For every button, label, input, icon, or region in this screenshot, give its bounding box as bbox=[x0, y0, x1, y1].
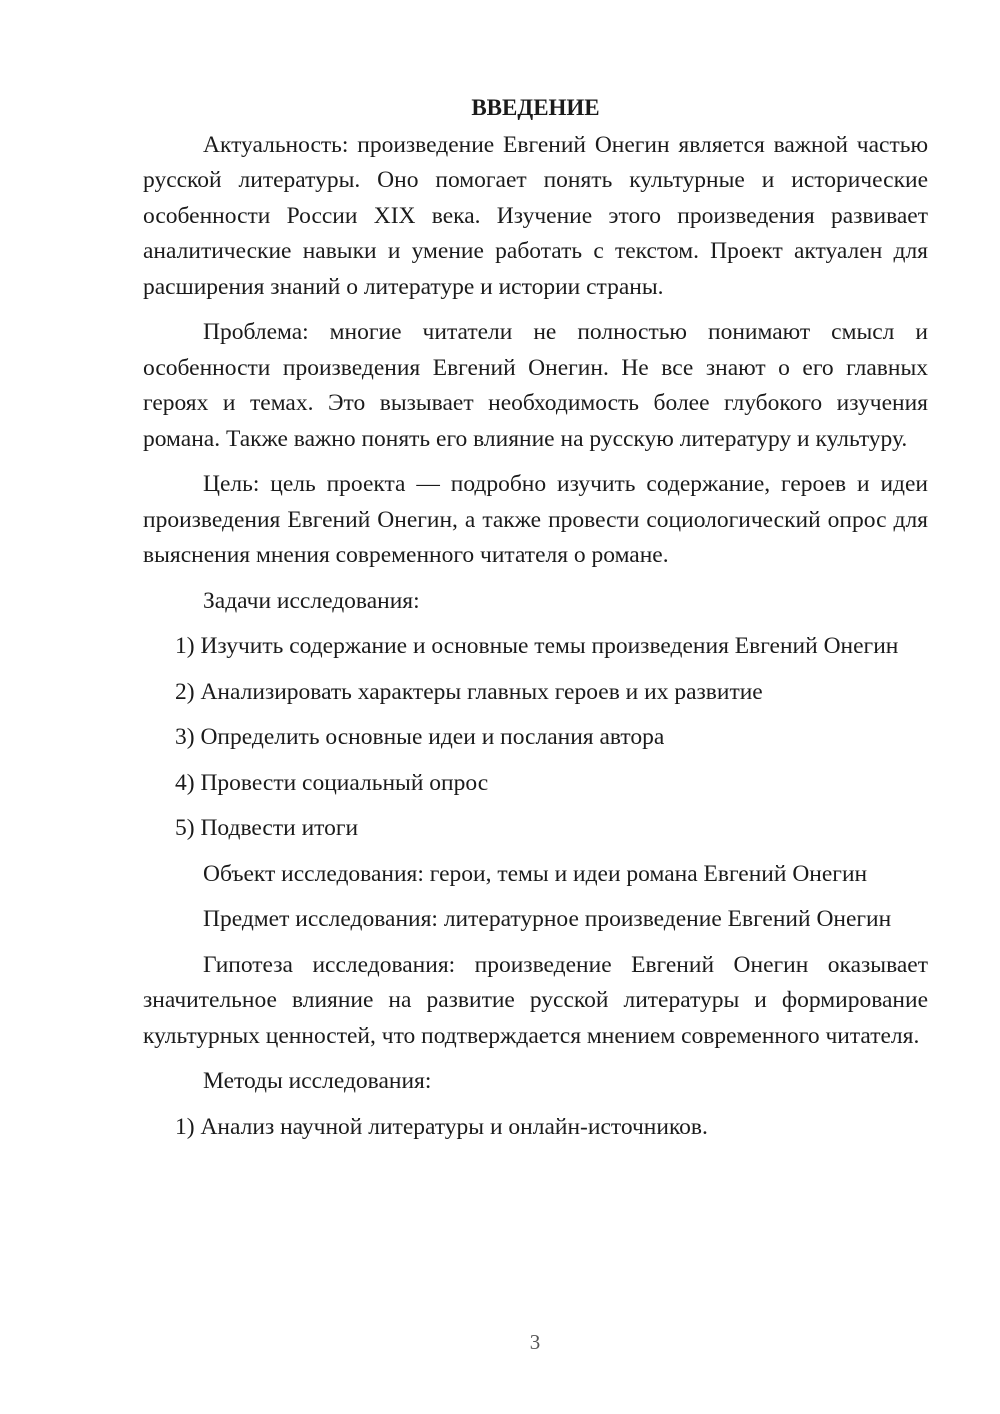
relevance-paragraph: Актуальность: произведение Евгений Онегин является важной частью русской литературы. Оно помогает понять культурные и исторические особенности России XIX века. Изучение этого произведения развивает аналитические навыки и умение работать с текстом. Проект актуален для расширения знаний о литературе и истории страны. bbox=[143, 131, 928, 300]
page-title: ВВЕДЕНИЕ bbox=[471, 95, 600, 120]
task-item-4: 4) Провести социальный опрос bbox=[175, 769, 489, 796]
goal-paragraph: Цель: цель проекта — подробно изучить содержание, героев и идеи произведения Евгений Онегин, а также провести социологический опрос для выяснения мнения современного читателя о романе. bbox=[143, 471, 928, 568]
task-item-2: 2) Анализировать характеры главных героев и их развитие bbox=[175, 678, 763, 705]
task-item-3: 3) Определить основные идеи и послания автора bbox=[175, 724, 665, 750]
method-item-1: 1) Анализ научной литературы и онлайн-источников. bbox=[175, 1113, 708, 1140]
research-subject: Предмет исследования: литературное произведение Евгений Онегин bbox=[203, 906, 892, 932]
problem-paragraph: Проблема: многие читатели не полностью понимают смысл и особенности произведения Евгений Онегин. Не все знают о его главных героях и темах. Это вызывает необходимость более глубокого изучения романа. Также важно понять его влияние на русскую литературу и культуру. bbox=[143, 319, 928, 452]
task-item-1: 1) Изучить содержание и основные темы произведения Евгений Онегин bbox=[175, 633, 899, 659]
methods-heading: Методы исследования: bbox=[203, 1068, 432, 1094]
hypothesis-paragraph: Гипотеза исследования: произведение Евгений Онегин оказывает значительное влияние на развитие русской литературы и формирование культурных ценностей, что подтверждается мнением современного читателя. bbox=[143, 951, 928, 1049]
task-item-5: 5) Подвести итоги bbox=[175, 815, 359, 841]
research-object: Объект исследования: герои, темы и идеи романа Евгений Онегин bbox=[203, 860, 868, 887]
page-content bbox=[143, 90, 928, 1155]
tasks-heading: Задачи исследования: bbox=[203, 587, 420, 614]
page-number: 3 bbox=[529, 1330, 541, 1354]
